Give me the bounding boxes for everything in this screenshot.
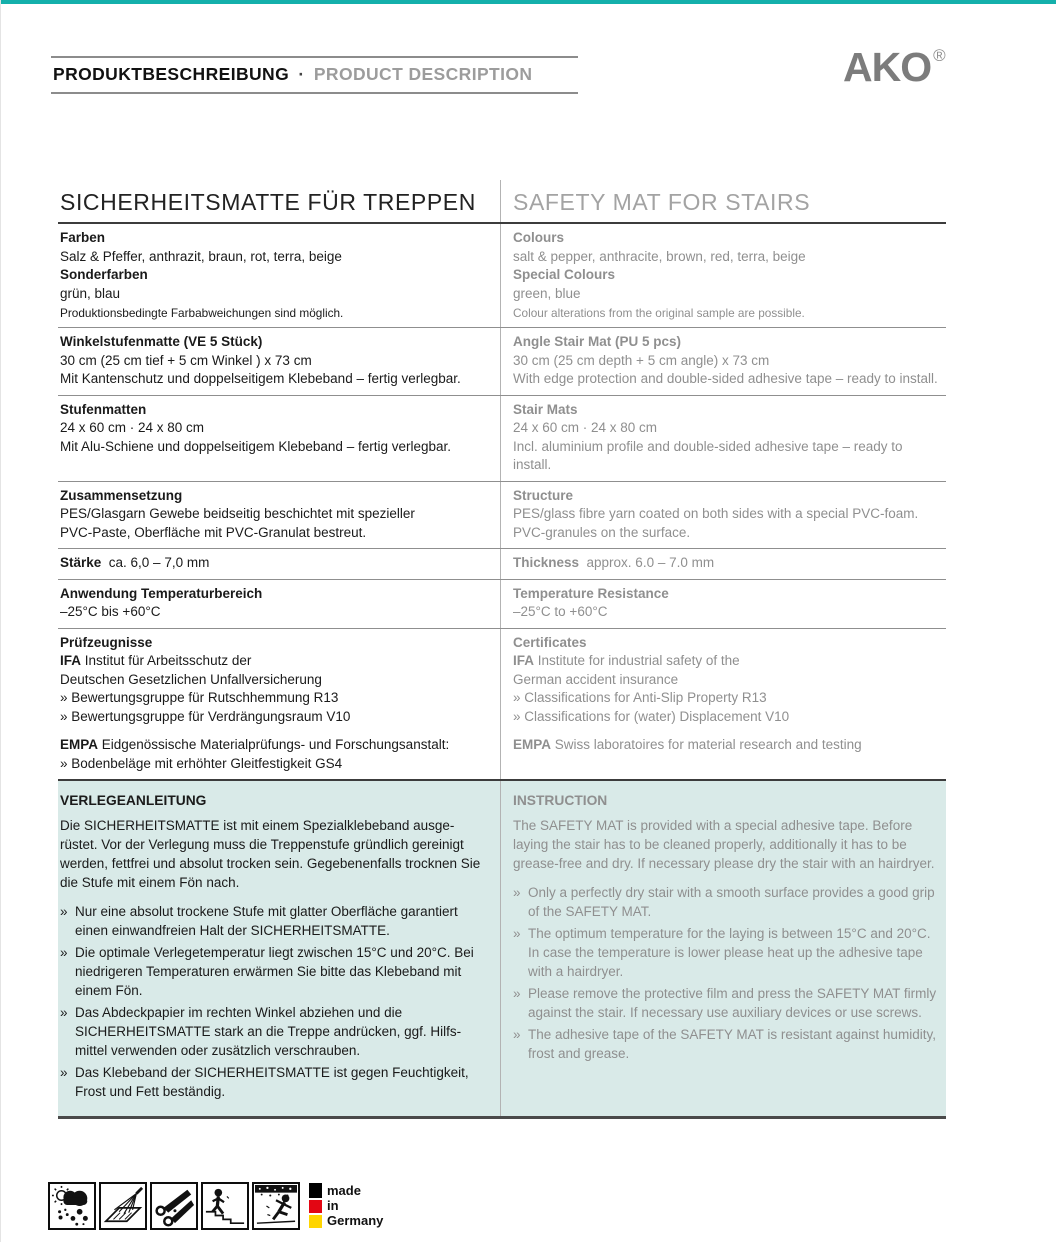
spec-cell-en: [501, 396, 946, 481]
product-title-english: SAFETY MAT FOR STAIRS: [513, 189, 811, 215]
stairs-walking-icon: [201, 1182, 249, 1230]
spec-line: Salz & Pfeffer, anthrazit, braun, rot, terra, beige: [60, 248, 342, 264]
bullet-text: Only a perfectly dry stair with a smooth surface provides a good grip of the SAFETY MAT.: [528, 885, 935, 919]
spec-cell-en: [501, 549, 946, 579]
header-title-separator: ·: [298, 64, 305, 84]
bullet-marker: »: [60, 945, 68, 960]
bullet-marker: »: [60, 904, 68, 919]
spec-line: Prüfzeugnisse: [60, 634, 153, 650]
spec-line: PVC-granules on the surface.: [513, 524, 691, 540]
bullet-marker: »: [513, 885, 521, 900]
bullet-text: The optimum temperature for the laying is between 15°C and 20°C. In case the temperature is lower please heat up the adhesive tape with a hairdryer.: [528, 926, 931, 979]
spec-line: » Classifications for Anti-Slip Property R13: [513, 690, 767, 705]
bullet-marker: »: [513, 926, 521, 941]
spec-row: [58, 482, 946, 550]
spec-line: 30 cm (25 cm tief + 5 cm Winkel ) x 73 cm: [60, 352, 312, 368]
instruction-bullet: [60, 902, 486, 940]
spec-line: » Bodenbeläge mit erhöhter Gleitfestigkeit GS4: [60, 755, 343, 771]
bullet-text: The adhesive tape of the SAFETY MAT is resistant against humidity, frost and grease.: [528, 1027, 936, 1061]
bullet-text: Das Abdeckpapier im rechten Winkel abziehen und die SICHERHEITSMATTE stark an die Treppe andrücken, ggf. Hilfsmittel verwenden oder zusätzlich verschrauben.: [75, 1005, 462, 1058]
registered-trademark-icon: ®: [933, 46, 946, 65]
bullet-marker: »: [513, 986, 521, 1001]
made-in-germany-badge: [309, 1183, 383, 1229]
bullet-text: Die optimale Verlegetemperatur liegt zwischen 15°C und 20°C. Bei niedrigeren Temperaturen erwärmen Sie bitte das Klebeband mit einem Fön.: [75, 945, 474, 998]
instruction-bullet: [60, 943, 486, 1000]
instruction-bullet: [60, 1003, 486, 1060]
spec-line: Winkelstufenmatte (VE 5 Stück): [60, 334, 263, 349]
spec-line: –25°C bis +60°C: [60, 604, 161, 619]
instruction-heading-german: VERLEGEANLEITUNG: [60, 793, 207, 808]
top-accent-bar: [1, 0, 1056, 4]
spec-line: Structure: [513, 487, 574, 503]
spec-line: IFA Institut für Arbeitsschutz der: [60, 653, 252, 668]
spec-line: » Bewertungsgruppe für Rutschhemmung R13: [60, 690, 339, 705]
spec-line: EMPA Eidgenössische Materialprüfungs- und Forschungsanstalt:: [60, 737, 450, 752]
spec-line: PES/Glasgarn Gewebe beidseitig beschichtet mit spezieller: [60, 506, 415, 521]
spec-row: [58, 224, 946, 328]
spec-line: With edge protection and double-sided adhesive tape – ready to install.: [513, 371, 938, 386]
spec-line: » Bewertungsgruppe für Verdrängungsraum V10: [60, 708, 351, 724]
made-in-germany-word: in: [327, 1198, 339, 1213]
spec-cell-de: [58, 629, 501, 780]
bullet-marker: »: [60, 1005, 68, 1020]
spec-line: Zusammensetzung: [60, 487, 183, 503]
spec-cell-de: [58, 482, 501, 549]
spec-line: PES/glass fibre yarn coated on both sides with a special PVC-foam.: [513, 506, 919, 521]
spec-rows: [58, 224, 946, 779]
bullet-text: Please remove the protective film and press the SAFETY MAT firmly against the stair. If necessary use auxiliary devices or use screws.: [528, 986, 937, 1020]
instruction-bullet: [513, 924, 942, 981]
spec-line: 24 x 60 cm · 24 x 80 cm: [513, 420, 658, 435]
ako-logo: [843, 44, 944, 91]
spec-cell-en: [501, 580, 946, 628]
spec-line: grün, blau: [60, 285, 121, 301]
spec-line: » Classifications for (water) Displacement V10: [513, 708, 790, 724]
spec-line: IFA Institute for industrial safety of the: [513, 653, 740, 668]
water-spray-icon: [99, 1182, 147, 1230]
instruction-bullet: [513, 984, 942, 1022]
flag-color-square: [309, 1183, 322, 1198]
bullet-text: Nur eine absolut trockene Stufe mit glatter Oberfläche garantiert einen einwandfreien Halt der SICHERHEITSMATTE.: [75, 904, 458, 938]
scissors-icon: [150, 1182, 198, 1230]
spec-line: Colours: [513, 230, 565, 245]
spec-line: PVC-Paste, Oberfläche mit PVC-Granulat bestreut.: [60, 524, 367, 540]
spec-cell-en: [501, 328, 946, 395]
instruction-heading-english: INSTRUCTION: [513, 793, 608, 808]
spec-line: salt & pepper, anthracite, brown, red, terra, beige: [513, 248, 806, 264]
spec-line: EMPA Swiss laboratoires for material research and testing: [513, 737, 862, 752]
spec-line: Mit Kantenschutz und doppelseitigem Klebeband – fertig verlegbar.: [60, 371, 461, 386]
instruction-bullet: [513, 883, 942, 921]
product-title-cell-de: [58, 180, 501, 222]
spec-line: green, blue: [513, 285, 581, 301]
product-title-german: SICHERHEITSMATTE FÜR TREPPEN: [60, 189, 476, 215]
instruction-intro-german: Die SICHERHEITSMATTE ist mit einem Spezialklebeband ausgerüstet. Vor der Verlegung muss die Treppenstufe gründlich gereinigt werden, fettfrei und absolut trocken sein. Gegebenenfalls trocknen Sie die Stufe mit einem Fön nach.: [60, 818, 481, 890]
page-header: [51, 56, 578, 94]
made-in-germany-word: Germany: [327, 1213, 384, 1228]
instruction-section: [58, 779, 946, 1119]
instruction-bullet: [513, 1025, 942, 1063]
product-title-row: [58, 180, 946, 224]
flag-color-square: [309, 1215, 322, 1228]
ako-logo-text: AKO: [843, 44, 932, 90]
bullet-marker: »: [60, 1065, 68, 1080]
instruction-bullets-english: [513, 883, 942, 1063]
spec-line: Thickness approx. 6.0 – 7.0 mm: [513, 555, 715, 570]
spec-row: [58, 629, 946, 780]
spec-line: Incl. aluminium profile and double-sided adhesive tape – ready to install.: [513, 438, 903, 472]
spec-line: Produktionsbedingte Farbabweichungen sind möglich.: [60, 306, 344, 320]
spec-cell-de: [58, 328, 501, 395]
spec-line: Certificates: [513, 634, 587, 650]
header-title-english: PRODUCT DESCRIPTION: [313, 64, 533, 84]
spec-cell-de: [58, 396, 501, 481]
spec-line: Anwendung Temperaturbereich: [60, 585, 263, 601]
spec-cell-en: [501, 629, 946, 780]
spec-row: [58, 549, 946, 580]
instruction-bullet: [60, 1063, 486, 1101]
instruction-bullets-german: [60, 902, 486, 1101]
spec-line: Stair Mats: [513, 401, 578, 417]
spec-cell-en: [501, 482, 946, 549]
spec-row: [58, 328, 946, 396]
made-in-germany-word: made: [327, 1182, 361, 1198]
instruction-cell-en: [501, 781, 946, 1116]
spec-line: Mit Alu-Schiene und doppelseitigem Klebeband – fertig verlegbar.: [60, 438, 451, 454]
spec-cell-de: [58, 224, 501, 327]
spec-line: Deutschen Gesetzlichen Unfallversicherung: [60, 671, 322, 687]
pictogram-footer: [48, 1182, 383, 1230]
spec-line: Stufenmatten: [60, 401, 147, 417]
header-title-german: PRODUKTBESCHREIBUNG: [53, 64, 290, 84]
spec-table: [58, 180, 946, 1119]
spec-line: 30 cm (25 cm depth + 5 cm angle) x 73 cm: [513, 352, 770, 368]
spec-line: Stärke ca. 6,0 – 7,0 mm: [60, 555, 210, 570]
spec-line: 24 x 60 cm · 24 x 80 cm: [60, 420, 205, 435]
spec-line: Colour alterations from the original sample are possible.: [513, 306, 805, 320]
made-in-germany-row: [309, 1199, 383, 1213]
spec-line: Farben: [60, 230, 106, 245]
weather-resistant-icon: [48, 1182, 96, 1230]
spec-cell-de: [58, 549, 501, 579]
spec-line: Sonderfarben: [60, 267, 148, 282]
slip-hazard-icon: [252, 1182, 300, 1230]
spec-line: Special Colours: [513, 267, 616, 282]
bullet-marker: »: [513, 1027, 521, 1042]
spec-line: Angle Stair Mat (PU 5 pcs): [513, 334, 682, 349]
spec-cell-en: [501, 224, 946, 327]
product-title-cell-en: [501, 180, 946, 222]
made-in-germany-row: [309, 1183, 383, 1198]
flag-color-square: [309, 1200, 322, 1213]
spec-row: [58, 580, 946, 629]
spec-line: –25°C to +60°C: [513, 604, 608, 619]
spec-cell-de: [58, 580, 501, 628]
spec-row: [58, 396, 946, 482]
made-in-germany-row: [309, 1214, 383, 1228]
bullet-text: Das Klebeband der SICHERHEITSMATTE ist gegen Feuchtigkeit, Frost und Fett beständig.: [75, 1065, 469, 1099]
spec-line: German accident insurance: [513, 671, 679, 687]
instruction-intro-english: The SAFETY MAT is provided with a special adhesive tape. Before laying the stair has to be cleaned properly, additionally it has to be grease-free and dry. If necessary please dry the stair with an hairdryer.: [513, 818, 935, 871]
instruction-cell-de: [58, 781, 501, 1116]
spec-line: Temperature Resistance: [513, 585, 669, 601]
